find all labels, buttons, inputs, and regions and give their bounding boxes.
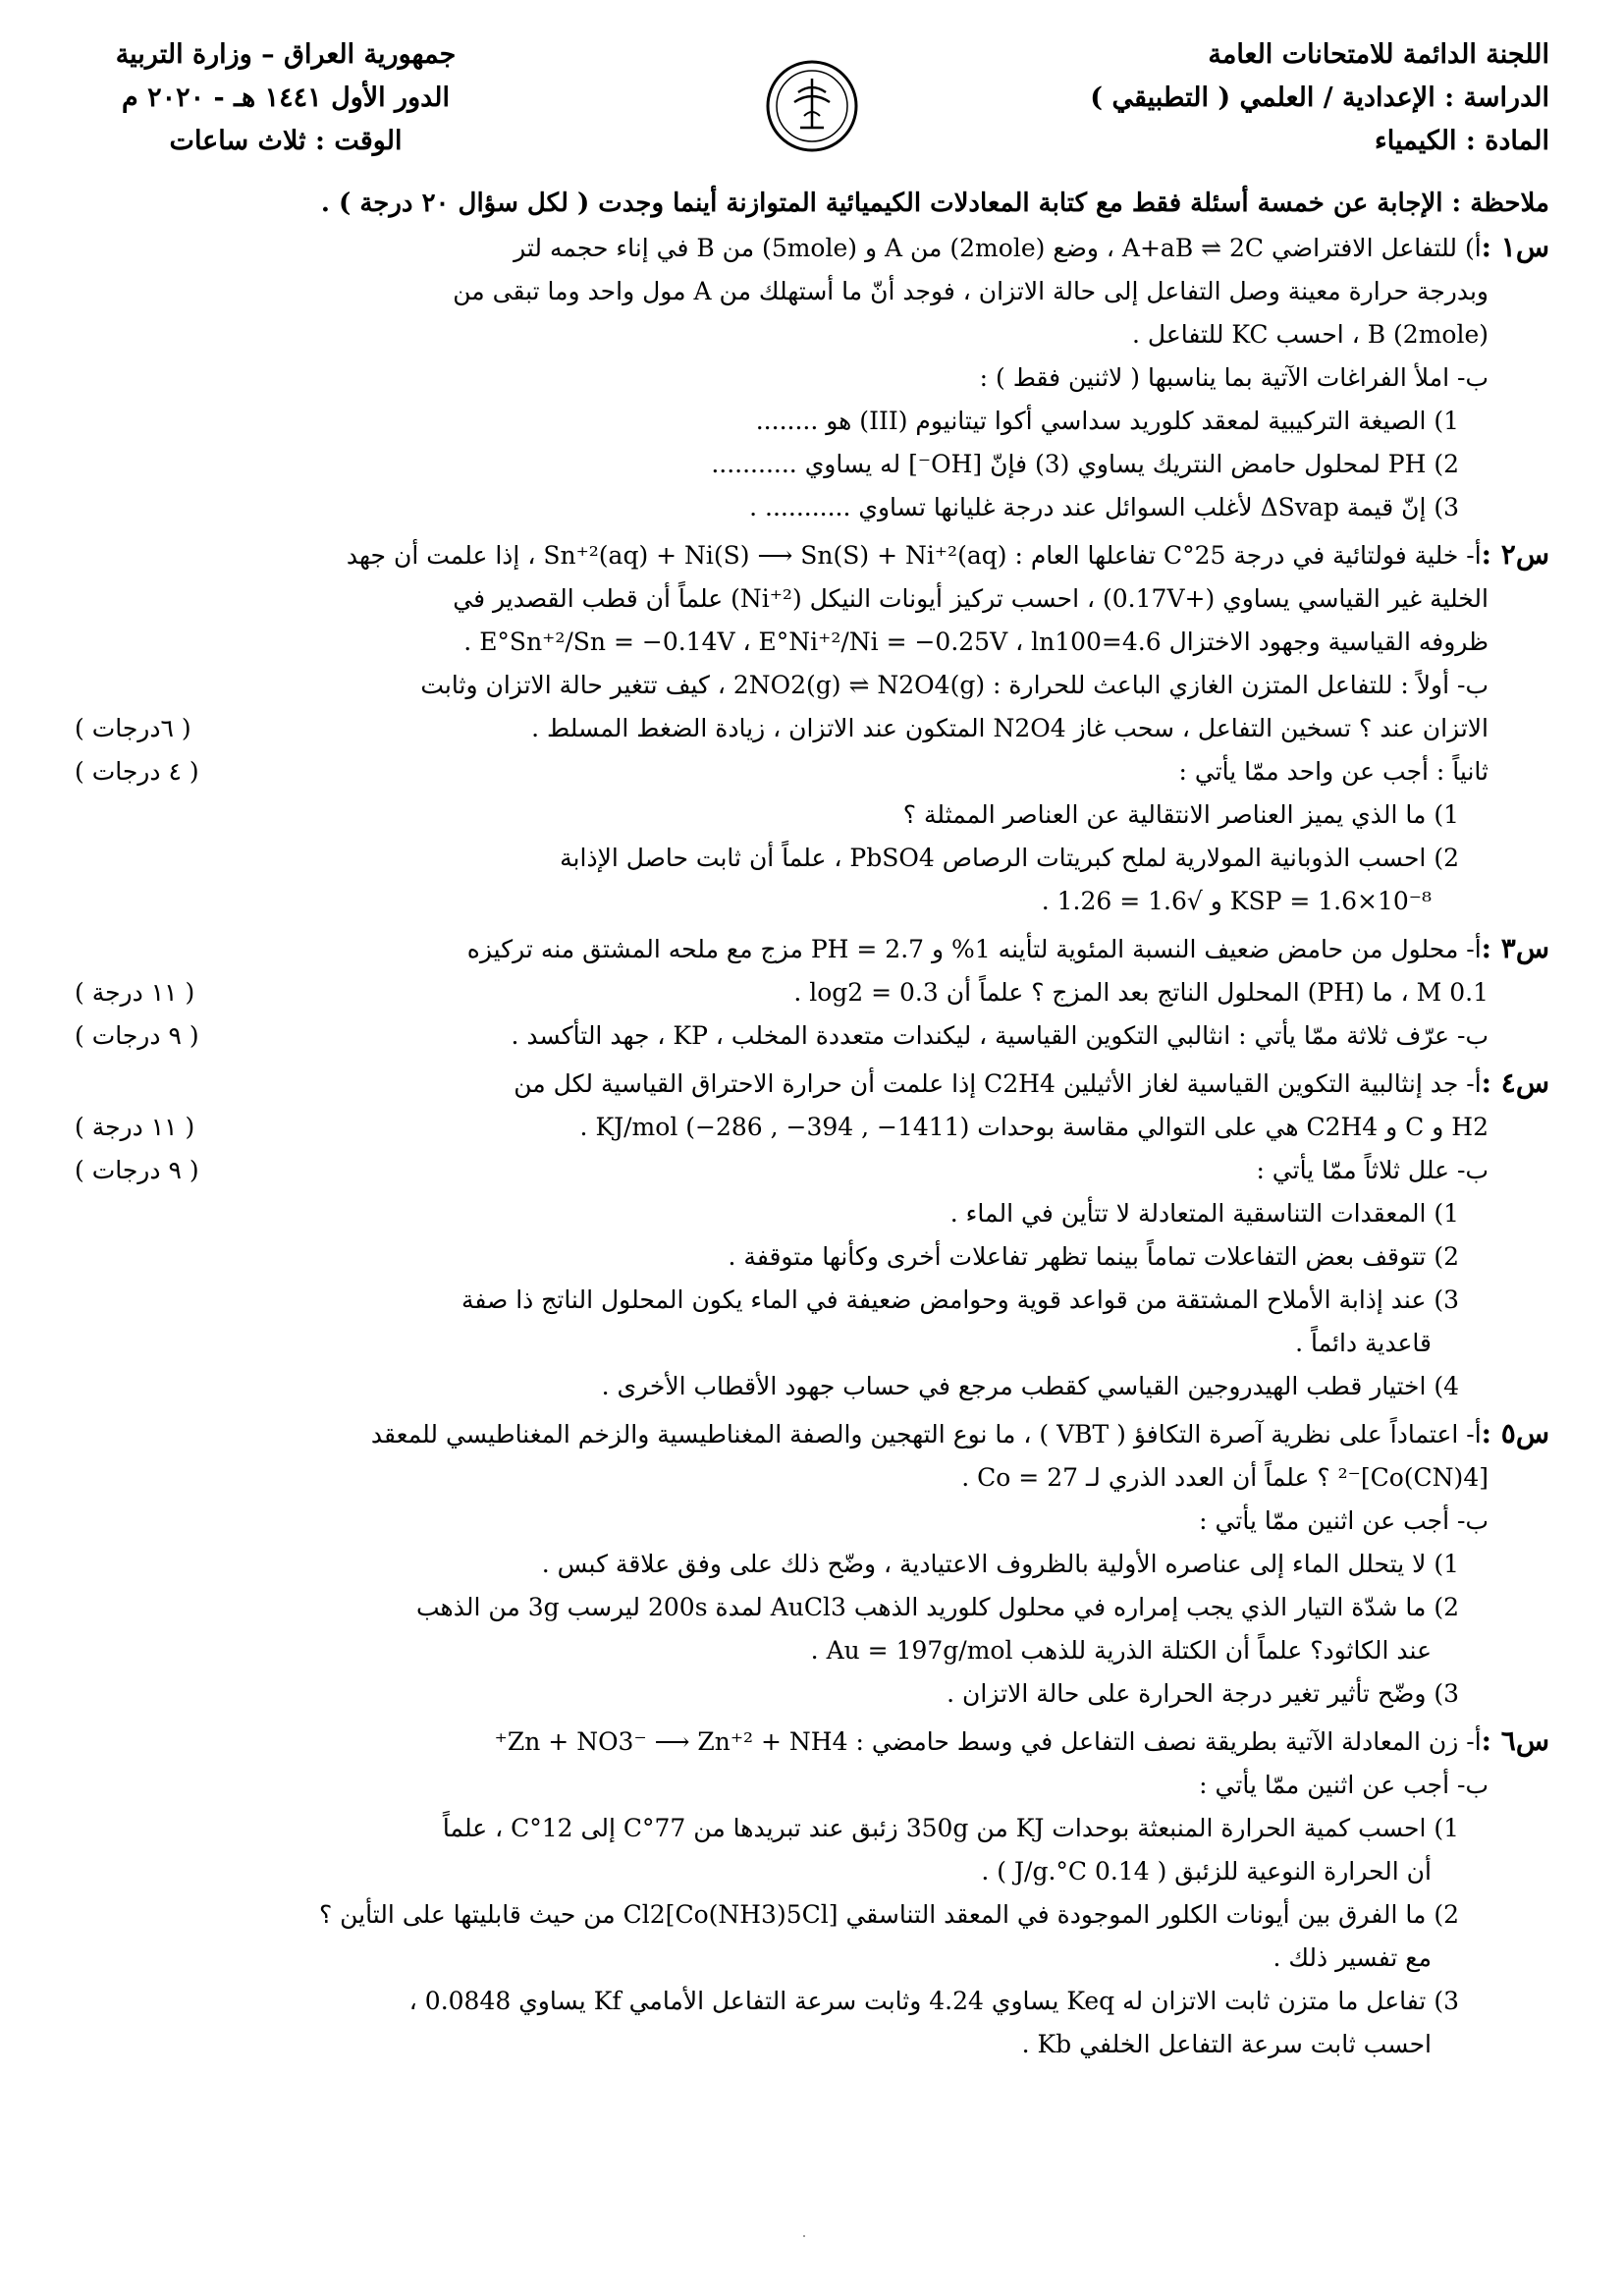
q2-b-item1: 1) ما الذي يميز العناصر الانتقالية عن العناصر الممثلة ؟ — [902, 800, 1459, 830]
q3-b-line1: ب- عرّف ثلاثة ممّا يأتي : انثالبي التكوين القياسية ، ليكندات متعددة المخلب ، KP ، جهد التأكسد . — [511, 1021, 1489, 1051]
q5-b-item1: 1) لا يتحلل الماء إلى عناصره الأولية بالظروف الاعتيادية ، وضّح ذلك على وفق علاقة كبس . — [541, 1550, 1459, 1579]
exam-note: ملاحظة : الإجابة عن خمسة أسئلة فقط مع كتابة المعادلات الكيميائية المتوازنة أينما وجدت ( لكل سؤال ٢٠ درجة ) . — [320, 189, 1549, 218]
q2-b-mark2: ( ٤ درجات ) — [75, 757, 199, 787]
q2-a-line3: ظروفه القياسية وجهود الاختزال E°Sn⁺²/Sn = −0.14V ، E°Ni⁺²/Ni = −0.25V ، ln100=4.6 . — [463, 628, 1489, 657]
exam-round: الدور الأول ١٤٤١ هـ - ٢٠٢٠ م — [121, 82, 451, 113]
q4-a-line1: أ- جد إنثالبية التكوين القياسية لغاز الأثيلين C2H4 إذا علمت أن حرارة الاحتراق القياسية لكل من — [514, 1069, 1482, 1099]
q5-b-title: ب- أجب عن اثنين ممّا يأتي : — [1199, 1506, 1489, 1536]
q2-a-line2: الخلية غير القياسي يساوي (+0.17V) ، احسب تركيز أيونات النيكل (Ni⁺²) علماً أن قطب القصدير في — [453, 584, 1489, 614]
exam-time: الوقت : ثلاث ساعات — [169, 126, 403, 156]
header-left — [75, 33, 497, 163]
q1-a-line2: وبدرجة حرارة معينة وصل التفاعل إلى حالة الاتزان ، فوجد أنّ ما أستهلك من A مول واحد وما تبقى من — [453, 277, 1489, 306]
question-5 — [75, 1412, 1549, 1716]
q1-b-item3: 3) إنّ قيمة ΔSvap لأغلب السوائل عند درجة غليانها تساوي ........... . — [749, 493, 1459, 522]
question-3-label: س٣ : — [1481, 932, 1549, 965]
q2-b-line1: ب- أولاً : للتفاعل المتزن الغازي الباعث للحرارة : 2NO2(g) ⇌ N2O4(g) ، كيف تتغير حالة الاتزان وثابت — [420, 671, 1489, 700]
q4-a-mark: ( ١١ درجة ) — [75, 1113, 195, 1142]
q4-b-mark: ( ٩ درجات ) — [75, 1156, 199, 1185]
question-2 — [75, 533, 1549, 923]
q3-a-line1: أ- محلول من حامض ضعيف النسبة المئوية لتأينه 1% و PH = 2.7 مزج مع ملحه المشتق منه تركيزه — [466, 935, 1482, 964]
exam-header — [75, 33, 1549, 181]
header-right — [1090, 33, 1549, 163]
question-1 — [75, 226, 1549, 529]
question-6 — [75, 1720, 1549, 2066]
q4-b-item4: 4) اختيار قطب الهيدروجين القياسي كقطب مرجع في حساب جهود الأقطاب الأخرى . — [601, 1372, 1459, 1401]
question-1-label: س١ : — [1481, 231, 1549, 264]
q6-b-item3-cont: احسب ثابت سرعة التفاعل الخلفي Kb . — [1021, 2030, 1432, 2059]
q5-a-line2: [Co(CN)4]⁻² ؟ علماً أن العدد الذري لـ Co = 27 . — [961, 1463, 1489, 1493]
committee-title: اللجنة الدائمة للامتحانات العامة — [1208, 39, 1549, 70]
q2-b-line3: ثانياً : أجب عن واحد ممّا يأتي : — [1178, 757, 1489, 787]
q4-b-item3: 3) عند إذابة الأملاح المشتقة من قواعد قوية وحوامض ضعيفة في الماء يكون المحلول الناتج ذا صفة — [460, 1285, 1459, 1315]
q5-b-item2: 2) ما شدّة التيار الذي يجب إمراره في محلول كلوريد الذهب AuCl3 لمدة 200s ليرسب 3g من الذهب — [415, 1593, 1459, 1622]
q3-a-mark: ( ١١ درجة ) — [75, 978, 195, 1008]
question-4-label: س٤ : — [1481, 1066, 1549, 1100]
question-3 — [75, 927, 1549, 1058]
q2-b-line2: الاتزان عند ؟ تسخين التفاعل ، سحب غاز N2O4 المتكون عند الاتزان ، زيادة الضغط المسلط . — [531, 714, 1489, 743]
question-4 — [75, 1062, 1549, 1408]
q2-a-line1: أ- خلية فولتائية في درجة 25°C تفاعلها العام : Sn⁺²(aq) + Ni(S) ⟶ Sn(S) + Ni⁺²(aq) ، إذا علمت أن جهد — [346, 541, 1482, 571]
q6-b-item2: 2) ما الفرق بين أيونات الكلور الموجودة في المعقد التناسقي [Co(NH3)5Cl]Cl2 من حيث قابليتها على التأين ؟ — [318, 1900, 1459, 1930]
q1-a-line1: أ) للتفاعل الافتراضي A+aB ⇌ 2C ، وضع (2mole) من A و (5mole) من B في إناء حجمه لتر — [514, 234, 1482, 263]
q6-b-item1: 1) احسب كمية الحرارة المنبعثة بوحدات KJ من 350g زئبق عند تبريدها من 77°C إلى 12°C ، علماً — [442, 1814, 1459, 1843]
q4-b-item3-cont: قاعدية دائماً . — [1295, 1329, 1432, 1358]
ministry-seal-icon — [765, 59, 859, 153]
q5-a-line1: أ- اعتماداً على نظرية آصرة التكافؤ ( VBT ) ، ما نوع التهجين والصفة المغناطيسية والزخم المغناطيسي للمعقد — [370, 1420, 1482, 1449]
country-ministry: جمهورية العراق – وزارة التربية — [115, 39, 457, 70]
q2-b-item2-cont: KSP = 1.6×10⁻⁸ و √1.6 = 1.26 . — [1041, 887, 1432, 916]
q2-b-mark1: ( ٦درجات ) — [75, 714, 191, 743]
q4-b-item2: 2) تتوقف بعض التفاعلات تماماً بينما تظهر تفاعلات أخرى وكأنها متوقفة . — [728, 1242, 1459, 1272]
q3-b-mark: ( ٩ درجات ) — [75, 1021, 199, 1051]
q6-b-title: ب- أجب عن اثنين ممّا يأتي : — [1199, 1771, 1489, 1800]
q2-b-item2: 2) احسب الذوبانية المولارية لملح كبريتات الرصاص PbSO4 ، علماً أن ثابت حاصل الإذابة — [560, 844, 1459, 873]
q1-b-item1: 1) الصيغة التركيبية لمعقد كلوريد سداسي أكوا تيتانيوم (III) هو ........ — [755, 407, 1459, 436]
study-branch: الدراسة : الإعدادية / العلمي ( التطبيقي ) — [1090, 82, 1549, 113]
q3-a-line2: 0.1 M ، ما (PH) المحلول الناتج بعد المزج ؟ علماً أن log2 = 0.3 . — [793, 978, 1489, 1008]
q5-b-item2-cont: عند الكاثود؟ علماً أن الكتلة الذرية للذهب Au = 197g/mol . — [810, 1636, 1432, 1666]
q6-b-item3: 3) تفاعل ما متزن ثابت الاتزان له Keq يساوي 4.24 وثابت سرعة التفاعل الأمامي Kf يساوي 0.0848 ، — [408, 1987, 1459, 2016]
q4-b-item1: 1) المعقدات التناسقية المتعادلة لا تتأين في الماء . — [949, 1199, 1459, 1229]
q1-b-title: ب- املأ الفراغات الآتية بما يناسبها ( لاثنين فقط ) : — [979, 363, 1489, 393]
q1-a-line3: B (2mole) ، احسب KC للتفاعل . — [1132, 320, 1489, 350]
question-6-label: س٦ : — [1481, 1724, 1549, 1758]
q6-b-item2-cont: مع تفسير ذلك . — [1272, 1943, 1432, 1973]
subject: المادة : الكيمياء — [1375, 126, 1549, 156]
question-2-label: س٢ : — [1481, 538, 1549, 572]
q6-b-item1-cont: أن الحرارة النوعية للزئبق ( 0.14 J/g.°C ) . — [981, 1857, 1432, 1886]
page-dot — [803, 2235, 805, 2237]
question-5-label: س٥ : — [1481, 1417, 1549, 1450]
q1-b-item2: 2) PH لمحلول حامض النتريك يساوي (3) فإنّ [OH⁻] له يساوي ........... — [711, 450, 1459, 479]
q6-a-line1: أ- زن المعادلة الآتية بطريقة نصف التفاعل في وسط حامضي : Zn + NO3⁻ ⟶ Zn⁺² + NH4⁺ — [494, 1727, 1482, 1757]
q4-a-line2: H2 و C و C2H4 هي على التوالي مقاسة بوحدات KJ/mol (−286 , −394 , −1411) . — [579, 1113, 1489, 1142]
q5-b-item3: 3) وضّح تأثير تغير درجة الحرارة على حالة الاتزان . — [947, 1679, 1459, 1709]
q4-b-title: ب- علل ثلاثاً ممّا يأتي : — [1256, 1156, 1489, 1185]
